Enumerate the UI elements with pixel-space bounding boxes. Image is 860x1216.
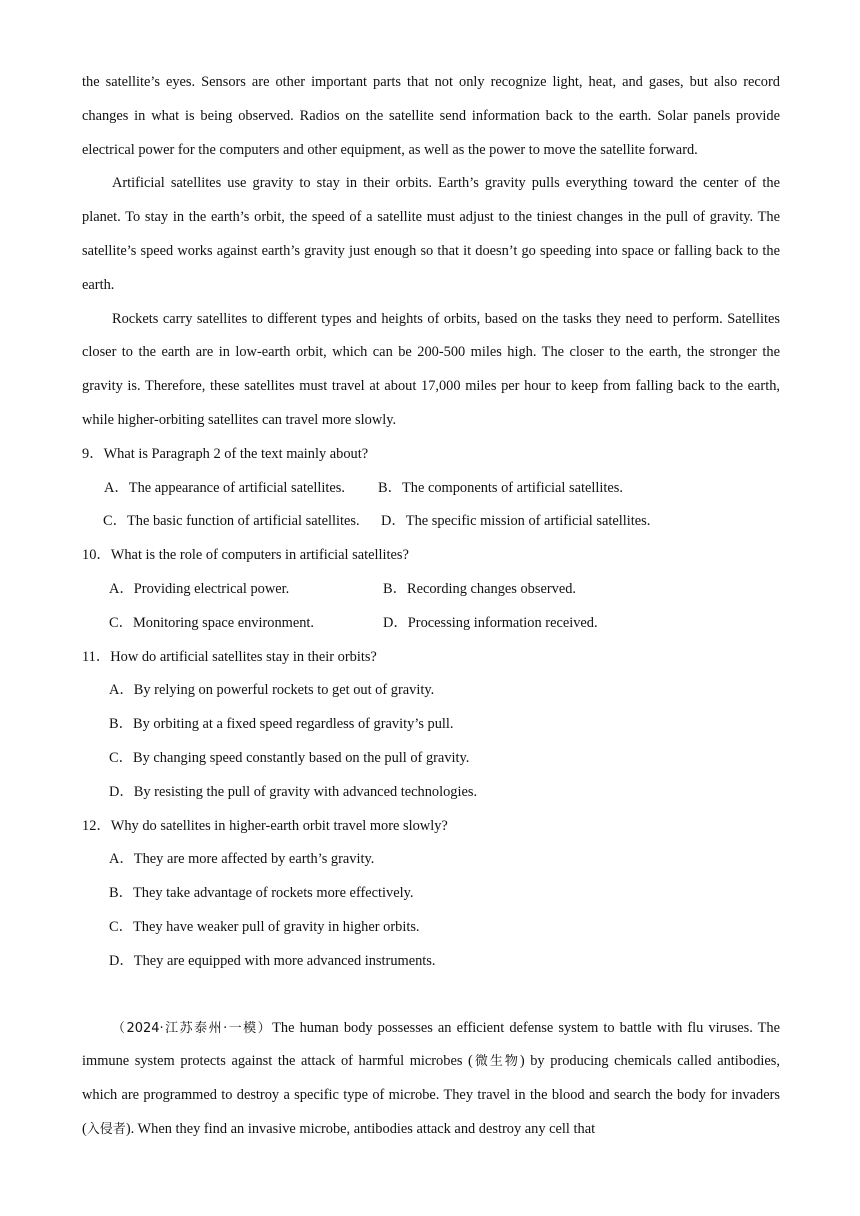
question-12-option-d: D．They are equipped with more advanced instruments.: [109, 952, 436, 969]
question-11-option-c: C．By changing speed constantly based on the pull of gravity.: [109, 749, 470, 766]
question-12-option-a: A．They are more affected by earth’s gravity.: [109, 851, 375, 868]
passage2-text-part-2: ) by producing chemicals called antibodies, which are programmed to destroy a specific type of microbe. They travel in the blood and search the body for invaders (: [82, 1053, 780, 1137]
question-11-option-a: A．By relying on powerful rockets to get out of gravity.: [109, 682, 435, 699]
passage1-paragraph-2: Artificial satellites use gravity to stay in their orbits. Earth’s gravity pulls everything toward the center of the planet. To stay in the earth’s orbit, the speed of a satellite must adjust to the tiniest changes in the pull of gravity. The satellite’s speed works against earth’s gravity just enough so that it doesn’t go speeding into space or falling back to the earth.: [82, 175, 780, 293]
question-10-option-a: A．Providing electrical power.: [109, 580, 290, 597]
question-11-stem: 11．How do artificial satellites stay in their orbits?: [82, 648, 377, 665]
question-9-option-a: A．The appearance of artificial satellites.: [104, 479, 345, 496]
question-10: [82, 539, 780, 640]
question-12-stem: 12．Why do satellites in higher-earth orbit travel more slowly?: [82, 817, 448, 834]
question-10-option-c: C．Monitoring space environment.: [109, 614, 315, 631]
question-12-option-b: B．They take advantage of rockets more effectively.: [109, 885, 414, 902]
passage2-gloss-microbes: 微生物: [472, 1054, 520, 1070]
question-10-options-row-1: [82, 573, 780, 607]
passage2-text-part-1: The human body possesses an efficient defense system to battle with flu viruses. The immune system protects against the attack of harmful microbes (: [82, 1019, 780, 1070]
question-9: [82, 438, 780, 539]
question-10-option-d: D．Processing information received.: [383, 614, 598, 631]
question-9-option-c: C．The basic function of artificial satellites.: [103, 513, 360, 530]
question-10-options-row-2: [82, 607, 780, 641]
passage1-paragraph-1: the satellite’s eyes. Sensors are other important parts that not only recognize light, heat, and gases, but also record changes in what is being observed. Radios on the satellite send information back to the earth. Solar panels provide electrical power for the computers and other equipment, as well as the power to move the satellite forward.: [82, 74, 780, 158]
question-11-option-b: B．By orbiting at a fixed speed regardless of gravity’s pull.: [109, 716, 454, 733]
question-10-option-b: B．Recording changes observed.: [383, 580, 577, 597]
passage1-paragraph-3: Rockets carry satellites to different types and heights of orbits, based on the tasks they need to perform. Satellites closer to the earth are in low-earth orbit, which can be 200-500 miles high. The closer to the earth, the stronger the gravity is. Therefore, these satellites must travel at about 17,000 miles per hour to keep from falling back to the earth, while higher-orbiting satellites can travel more slowly.: [82, 310, 780, 428]
question-11-option-d: D．By resisting the pull of gravity with advanced technologies.: [109, 783, 478, 800]
passage2-text-part-3: ). When they find an invasive microbe, antibodies attack and destroy any cell that: [125, 1120, 596, 1137]
document-page: [82, 66, 780, 1147]
question-10-stem: 10．What is the role of computers in artificial satellites?: [82, 547, 409, 564]
passage2-paragraph-1: [82, 1012, 780, 1147]
question-11: [82, 641, 780, 810]
question-12: [82, 810, 780, 979]
question-9-option-b: B．The components of artificial satellites.: [378, 479, 623, 496]
question-9-options-row-2: [82, 505, 780, 539]
section-spacer: [82, 979, 780, 1012]
question-12-option-c: C．They have weaker pull of gravity in higher orbits.: [109, 918, 420, 935]
question-9-options-row-1: [82, 472, 780, 506]
question-9-option-d: D．The specific mission of artificial satellites.: [381, 513, 651, 530]
passage2-gloss-invaders: 入侵者: [86, 1121, 126, 1137]
question-9-stem: 9．What is Paragraph 2 of the text mainly about?: [82, 445, 369, 462]
passage2-source-tag: （2024·江苏泰州·一模）: [112, 1020, 273, 1036]
